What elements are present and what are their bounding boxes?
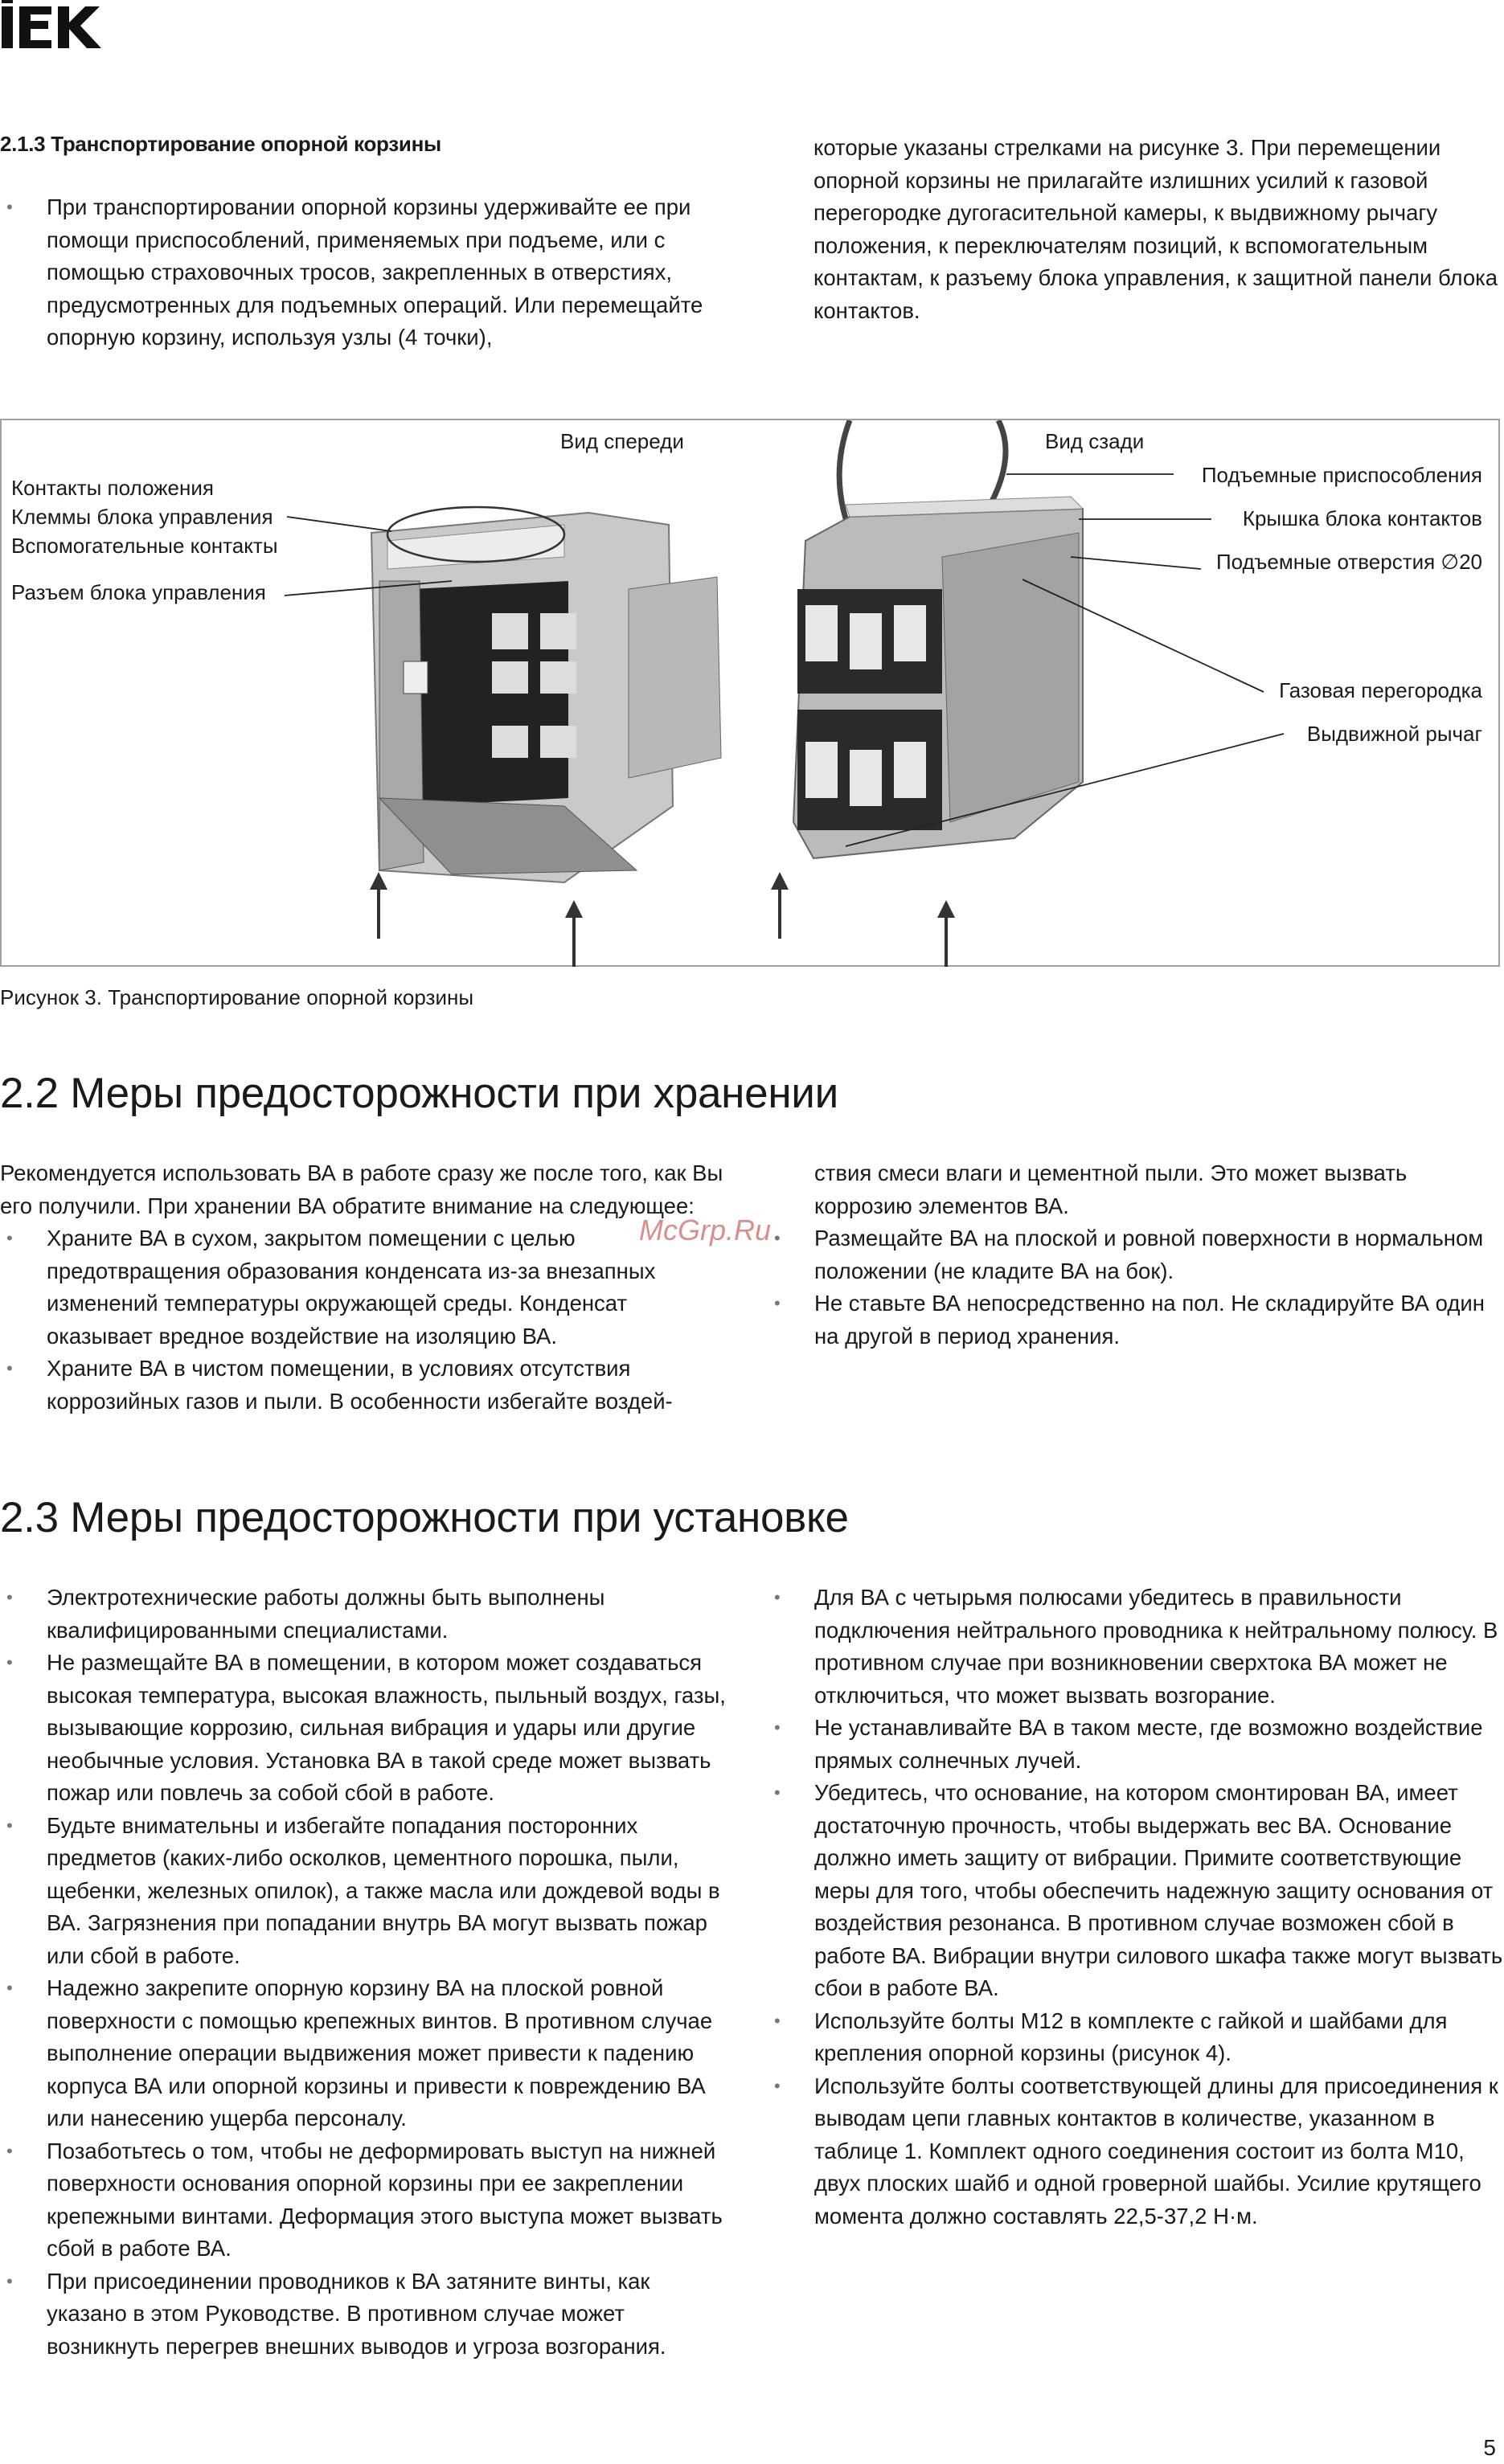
storage-bullet-dry: • Храните ВА в сухом, закрытом помещении с целью предотвращения образования конденсата из-за внезапных изменений температуры окружающей среды. Конденсат оказывает вредное воздействие на изоляцию ВА.	[0, 1222, 727, 1353]
front-view-illustration	[371, 507, 721, 882]
front-view-title: Вид спереди	[560, 429, 684, 453]
label-auxiliary-contacts: Вспомогательные контакты	[11, 534, 278, 558]
install-bullet-base-strength: • Убедитесь, что основание, на котором смонтирован ВА, имеет достаточную прочность, чтобы выдержать вес ВА. Основание должно иметь защиту от вибрации. Примите соответствующие меры для того, чтобы обеспечить надежную защиту основания от воздействия резонанса. В противном случае возможен сбой в работе ВА. Вибрации внутри силового шкафа также могут вызвать сбои в работе ВА.	[768, 1777, 1503, 2005]
install-bullet-m10-bolts: • Используйте болты соответствующей длины для присоединения к выводам цепи главных контактов в количестве, указанном в таблице 1. Комплект одного соединения состоит из болта М10, двух плоских шайб и одной гроверной шайбы. Усилие крутящего момента должно составлять 22,5-37,2 Н·м.	[768, 2070, 1503, 2233]
section-213-title: 2.1.3 Транспортирование опорной корзины	[0, 132, 441, 156]
storage-bullet-clean: • Храните ВА в чистом помещении, в условиях отсутствия коррозийных газов и пыли. В особенности избегайте воздей-	[0, 1353, 727, 1418]
storage-intro: Рекомендуется использовать ВА в работе сразу же после того, как Вы его получили. При хранении ВА обратите внимание на следующее:	[0, 1160, 723, 1218]
label-lifting-holes: Подъемные отверстия ∅20	[1215, 550, 1482, 574]
storage-bullet-floor: • Не ставьте ВА непосредственно на пол. Не складируйте ВА один на другой в период хранения.	[768, 1287, 1503, 1353]
rear-view-title: Вид сзади	[1045, 429, 1145, 453]
label-contact-cover: Крышка блока контактов	[1242, 506, 1482, 530]
install-bullet-m12-bolts: • Используйте болты М12 в комплекте с гайкой и шайбами для крепления опорной корзины (рисунок 4).	[768, 2005, 1503, 2070]
install-bullet-neutral: • Для ВА с четырьмя полюсами убедитесь в правильности подключения нейтрального проводника к нейтральному полюсу. В противном случае при возникновении сверхтока ВА может не отключиться, что может вызвать возгорание.	[768, 1582, 1503, 1712]
storage-bullet-flat: • Размещайте ВА на плоской и ровной поверхности в нормальном положении (не кладите ВА на бок).	[768, 1222, 1503, 1287]
transport-bullet: • При транспортировании опорной корзины удерживайте ее при помощи приспособлений, применяемых при подъеме, или с помощью страховочных тросов, закрепленных в отверстиях, предусмотренных для подъемных операций. Или перемещайте опорную корзину, используя узлы (4 точки),	[0, 191, 727, 354]
section-22-title: 2.2 Меры предосторожности при хранении	[0, 1070, 838, 1117]
page-number: 5	[1483, 2435, 1496, 2460]
rear-view-illustration	[793, 420, 1083, 858]
install-bullet-environment: • Не размещайте ВА в помещении, в котором может создаваться высокая температура, высокая влажность, пыльный воздух, газы, вызывающие коррозию, сильная вибрация и удары или другие необычные условия. Установка ВА в такой среде может вызвать пожар или повлечь за собой сбой в работе.	[0, 1647, 727, 1810]
install-bullet-qualified: • Электротехнические работы должны быть выполнены квалифицированными специалистами.	[0, 1582, 727, 1647]
label-control-terminals: Клеммы блока управления	[11, 505, 273, 529]
figure-3	[0, 419, 1500, 967]
install-bullet-foreign-objects: • Будьте внимательны и избегайте попадания посторонних предметов (каких-либо осколков, цементного порошка, пыли, щебенки, железных опилок), а также масла или дождевой воды в ВА. Загрязнения при попадании внутрь ВА могут вызвать пожар или сбой в работе.	[0, 1810, 727, 1973]
label-lifting-devices: Подъемные приспособления	[1201, 463, 1482, 487]
section-23-title: 2.3 Меры предосторожности при установке	[0, 1494, 849, 1541]
transport-continuation: которые указаны стрелками на рисунке 3. При перемещении опорной корзины не прилагайте излишних усилий к газовой перегородке дугогасительной камеры, к выдвижному рычагу положения, к переключателям позиций, к вспомогательным контактам, к разъему блока управления, к защитной панели блока контактов.	[813, 135, 1498, 323]
install-bullet-sunlight: • Не устанавливайте ВА в таком месте, где возможно воздействие прямых солнечных лучей.	[768, 1712, 1503, 1777]
label-gas-barrier: Газовая перегородка	[1279, 678, 1482, 702]
storage-continuation: ствия смеси влаги и цементной пыли. Это может вызвать коррозию элементов ВА.	[814, 1160, 1408, 1218]
install-bullet-deformation: • Позаботьтесь о том, чтобы не деформировать выступ на нижней поверхности основания опорной корзины при ее закреплении крепежными винтами. Деформация этого выступа может вызвать сбой в работе ВА.	[0, 2135, 727, 2265]
label-position-contacts: Контакты положения	[11, 476, 214, 500]
label-control-connector: Разъем блока управления	[11, 580, 266, 604]
figure-caption: Рисунок 3. Транспортирование опорной корзины	[0, 985, 474, 1009]
install-bullet-mounting: • Надежно закрепите опорную корзину ВА на плоской ровной поверхности с помощью крепежных винтов. В противном случае выполнение операции выдвижения может привести к падению корпуса ВА или опорной корзины и привести к повреждению ВА или нанесению ущерба персоналу.	[0, 1972, 727, 2135]
watermark: McGrp.Ru	[639, 1214, 772, 1246]
iek-logo	[0, 0, 105, 56]
install-bullet-screws: • При присоединении проводников к ВА затяните винты, как указано в этом Руководстве. В противном случае может возникнуть перегрев внешних выводов и угроза возгорания.	[0, 2265, 727, 2364]
label-draw-out-lever: Выдвижной рычаг	[1306, 722, 1482, 746]
